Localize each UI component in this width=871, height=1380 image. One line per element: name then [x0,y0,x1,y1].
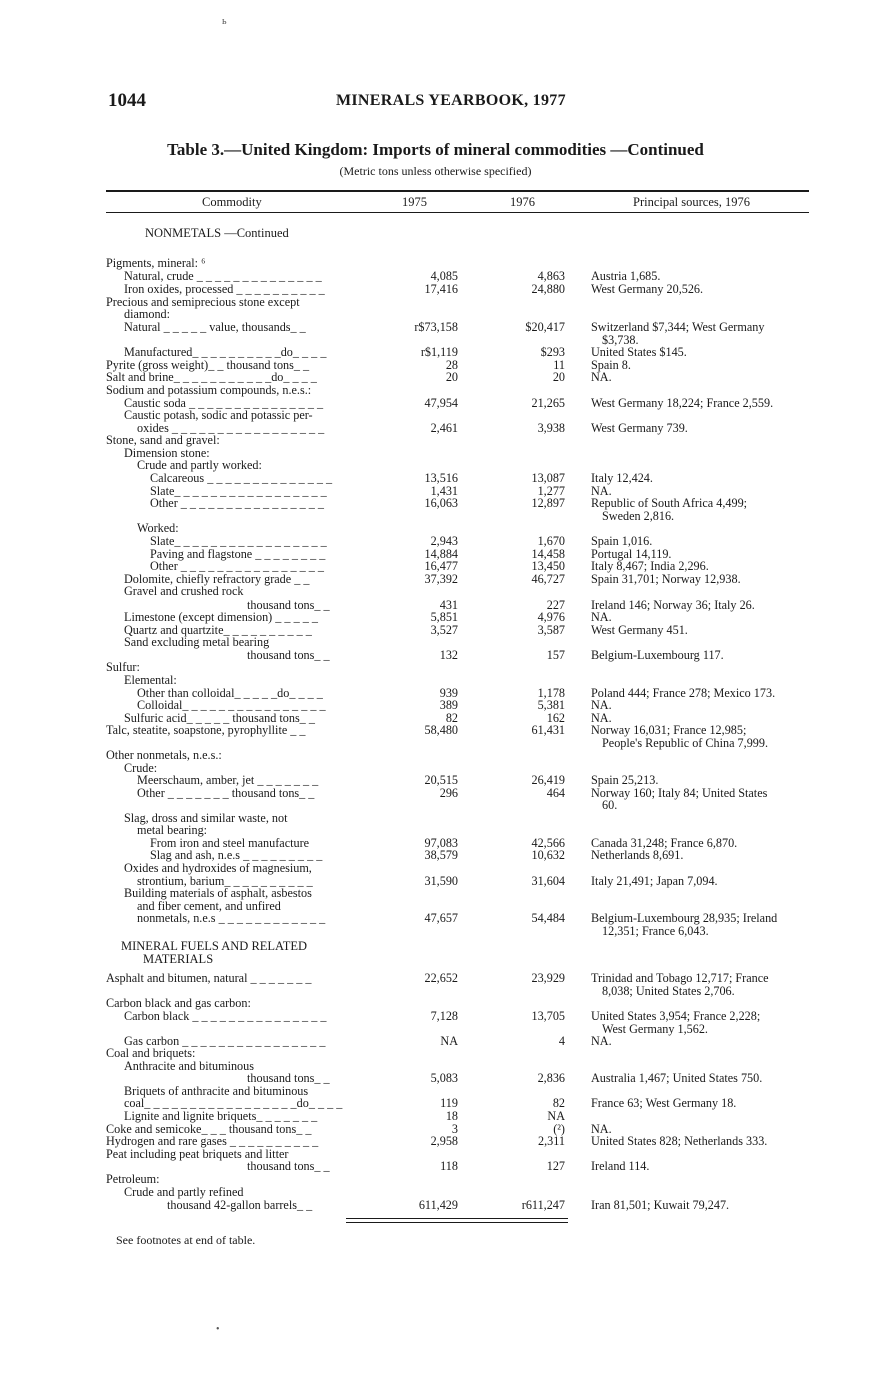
column-header-commodity: Commodity [202,195,262,209]
value-1975: 611,429 [418,1198,458,1212]
commodity-label: Pigments, mineral: ⁶ [106,256,206,270]
principal-sources: West Germany 1,562. [602,1022,708,1036]
principal-sources: Portugal 14,119. [591,547,672,561]
value-1975: r$1,119 [420,345,458,359]
principal-sources: Republic of South Africa 4,499; [591,496,748,510]
value-1975: 37,392 [424,572,458,586]
value-1976: 2,311 [538,1134,565,1148]
value-1976: 24,880 [531,282,565,296]
principal-sources: Iran 81,501; Kuwait 79,247. [591,1198,730,1212]
value-1976: 464 [546,786,565,800]
commodity-label: Pyrite (gross weight)_ _ thousand tons_ _ [106,358,310,372]
commodity-label: Dolomite, chiefly refractory grade _ _ [124,572,310,586]
commodity-label: Dimension stone: [124,446,210,460]
value-1975: 5,851 [430,610,458,624]
commodity-label: Meerschaum, amber, jet _ _ _ _ _ _ _ [137,773,319,787]
principal-sources: Belgium-Luxembourg 28,935; Ireland [591,911,778,925]
commodity-label: Other _ _ _ _ _ _ _ thousand tons_ _ [137,786,315,800]
value-1975: 20,515 [424,773,458,787]
value-1976: 42,566 [531,836,565,850]
commodity-label: Other than colloidal_ _ _ _ _do_ _ _ _ [137,686,323,700]
principal-sources: Poland 444; France 278; Mexico 173. [591,686,776,700]
commodity-label: Slate_ _ _ _ _ _ _ _ _ _ _ _ _ _ _ _ _ [150,484,327,498]
commodity-label: Talc, steatite, soapstone, pyrophyllite _ _ [106,723,306,737]
value-1976: 20 [552,370,565,384]
commodity-label: MATERIALS [143,952,214,966]
value-1976: 21,265 [531,396,565,410]
value-1975: 47,657 [424,911,458,925]
commodity-label: Natural, crude _ _ _ _ _ _ _ _ _ _ _ _ _ _ [124,269,322,283]
principal-sources: France 63; West Germany 18. [591,1096,737,1110]
commodity-label: coal_ _ _ _ _ _ _ _ _ _ _ _ _ _ _ _ _do_ _ _ _ [124,1096,343,1110]
commodity-label: diamond: [124,307,171,321]
table-footnote: See footnotes at end of table. [116,1233,256,1247]
principal-sources: NA. [591,711,612,725]
principal-sources: West Germany 20,526. [591,282,704,296]
commodity-label: Sodium and potassium compounds, n.e.s.: [106,383,312,397]
value-1976: 54,484 [531,911,565,925]
value-1975: 2,943 [430,534,458,548]
value-1976: 14,458 [531,547,565,561]
value-1976: 127 [546,1159,565,1173]
column-header-1975: 1975 [402,195,427,209]
value-1975: 5,083 [430,1071,458,1085]
value-1976: 12,897 [531,496,565,510]
commodity-label: Caustic soda _ _ _ _ _ _ _ _ _ _ _ _ _ _ _ [124,396,324,410]
commodity-label: Other _ _ _ _ _ _ _ _ _ _ _ _ _ _ _ _ [150,496,324,510]
principal-sources: Canada 31,248; France 6,870. [591,836,738,850]
commodity-label: Slate_ _ _ _ _ _ _ _ _ _ _ _ _ _ _ _ _ [150,534,327,548]
value-1976: 1,277 [537,484,565,498]
principal-sources: Spain 1,016. [591,534,653,548]
column-header-sources: Principal sources, 1976 [633,195,750,209]
principal-sources: Norway 16,031; France 12,985; [591,723,747,737]
value-1975: 2,461 [430,421,458,435]
table-row [0,1010,871,1023]
commodity-label: Gravel and crushed rock [124,584,244,598]
commodity-label: Briquets of anthracite and bituminous [124,1084,309,1098]
table-title: Table 3.—United Kingdom: Imports of mineral commodities —Continued [167,140,704,159]
commodity-label: Gas carbon _ _ _ _ _ _ _ _ _ _ _ _ _ _ _ _ [124,1034,326,1048]
commodity-label: Elemental: [124,673,177,687]
commodity-label: Sulfur: [106,660,140,674]
commodity-label: Crude and partly worked: [137,458,262,472]
value-1975: 14,884 [424,547,458,561]
value-1976: 82 [552,1096,565,1110]
principal-sources: Italy 12,424. [591,471,653,485]
principal-sources: Norway 160; Italy 84; United States [591,786,768,800]
scan-mark: ь [222,16,227,27]
commodity-label: Other _ _ _ _ _ _ _ _ _ _ _ _ _ _ _ _ [150,559,324,573]
value-1975: 28 [445,358,458,372]
commodity-label: NONMETALS —Continued [145,226,289,240]
value-1975: 38,579 [424,848,458,862]
value-1975: 3,527 [430,623,458,637]
commodity-label: Other nonmetals, n.e.s.: [106,748,222,762]
value-1976: 13,450 [531,559,565,573]
value-1976: 13,705 [531,1009,565,1023]
commodity-label: metal bearing: [137,823,208,837]
scan-mark: • [216,1324,220,1335]
principal-sources: Ireland 114. [591,1159,650,1173]
commodity-label: Worked: [137,521,179,535]
principal-sources: Ireland 146; Norway 36; Italy 26. [591,598,755,612]
principal-sources: Spain 25,213. [591,773,659,787]
value-1976: 1,178 [537,686,565,700]
value-1975: 3 [451,1122,458,1136]
table-row [0,1199,871,1212]
commodity-label: nonmetals, n.e.s _ _ _ _ _ _ _ _ _ _ _ _ [137,911,326,925]
value-1975: 31,590 [424,874,458,888]
principal-sources: NA. [591,1034,612,1048]
value-1975: 13,516 [424,471,458,485]
commodity-label: Coke and semicoke_ _ _ thousand tons_ _ [106,1122,312,1136]
commodity-label: Manufactured_ _ _ _ _ _ _ _ _ _do_ _ _ _ [124,345,327,359]
principal-sources: Australia 1,467; United States 750. [591,1071,763,1085]
value-1976: 162 [546,711,565,725]
commodity-label: Quartz and quartzite_ _ _ _ _ _ _ _ _ _ [124,623,312,637]
principal-sources: Austria 1,685. [591,269,661,283]
value-1975: NA [440,1034,458,1048]
value-1976: 31,604 [531,874,565,888]
value-1975: 58,480 [424,723,458,737]
table-row [0,321,871,334]
table-row [0,585,871,598]
commodity-label: Petroleum: [106,1172,160,1186]
commodity-label: Iron oxides, processed _ _ _ _ _ _ _ _ _ _ [124,282,325,296]
commodity-label: strontium, barium_ _ _ _ _ _ _ _ _ _ [137,874,313,888]
commodity-label: Calcareous _ _ _ _ _ _ _ _ _ _ _ _ _ _ [150,471,333,485]
value-1976: 4 [558,1034,565,1048]
commodity-label: MINERAL FUELS AND RELATED [121,939,307,953]
value-1976: 227 [546,598,565,612]
table-bottom-rule [346,1218,568,1219]
value-1976: 46,727 [531,572,565,586]
commodity-label: Stone, sand and gravel: [106,433,220,447]
value-1975: 7,128 [430,1009,458,1023]
principal-sources: 8,038; United States 2,706. [602,984,735,998]
commodity-label: Hydrogen and rare gases _ _ _ _ _ _ _ _ _ _ [106,1134,319,1148]
page-number: 1044 [108,90,146,111]
table-row [0,227,871,240]
value-1975: 16,477 [424,559,458,573]
value-1976: (²) [553,1122,565,1136]
value-1975: 97,083 [424,836,458,850]
value-1975: r$73,158 [414,320,458,334]
principal-sources: NA. [591,484,612,498]
value-1976: $293 [540,345,565,359]
value-1976: 157 [546,648,565,662]
commodity-label: Precious and semiprecious stone except [106,295,300,309]
commodity-label: thousand tons_ _ [247,1071,330,1085]
commodity-label: Carbon black _ _ _ _ _ _ _ _ _ _ _ _ _ _ _ [124,1009,327,1023]
commodity-label: Caustic potash, sodic and potassic per- [124,408,313,422]
table-row [0,636,871,649]
commodity-label: Coal and briquets: [106,1046,196,1060]
table-row [0,972,871,985]
table-row [0,912,871,925]
value-1976: 4,976 [537,610,565,624]
value-1975: 431 [439,598,458,612]
value-1976: 4,863 [537,269,565,283]
value-1975: 296 [439,786,458,800]
principal-sources: United States 828; Netherlands 333. [591,1134,768,1148]
commodity-label: Sulfuric acid_ _ _ _ _ thousand tons_ _ [124,711,315,725]
value-1976: 3,938 [537,421,565,435]
value-1975: 20 [445,370,458,384]
principal-sources: 12,351; France 6,043. [602,924,709,938]
value-1975: 18 [445,1109,458,1123]
principal-sources: People's Republic of China 7,999. [602,736,769,750]
value-1976: 61,431 [531,723,565,737]
value-1975: 1,431 [430,484,458,498]
table-row [0,887,871,900]
commodity-label: Asphalt and bitumen, natural _ _ _ _ _ _ _ [106,971,312,985]
principal-sources: NA. [591,610,612,624]
principal-sources: $3,738. [602,333,639,347]
table-row [0,497,871,510]
value-1976: 13,087 [531,471,565,485]
principal-sources: Trinidad and Tobago 12,717; France [591,971,769,985]
commodity-label: Lignite and lignite briquets_ _ _ _ _ _ _ [124,1109,318,1123]
commodity-label: thousand 42-gallon barrels_ _ [167,1198,313,1212]
commodity-label: Natural _ _ _ _ _ value, thousands_ _ [124,320,306,334]
principal-sources: Spain 8. [591,358,631,372]
commodity-label: From iron and steel manufacture [150,836,310,850]
principal-sources: NA. [591,1122,612,1136]
principal-sources: United States $145. [591,345,687,359]
value-1975: 17,416 [424,282,458,296]
commodity-label: Peat including peat briquets and litter [106,1147,289,1161]
commodity-label: Crude and partly refined [124,1185,244,1199]
value-1975: 119 [440,1096,458,1110]
value-1976: $20,417 [525,320,565,334]
value-1976: 23,929 [531,971,565,985]
principal-sources: West Germany 18,224; France 2,559. [591,396,774,410]
commodity-label: Carbon black and gas carbon: [106,996,251,1010]
value-1975: 22,652 [424,971,458,985]
column-header-1976: 1976 [510,195,535,209]
value-1976: NA [547,1109,565,1123]
value-1975: 2,958 [430,1134,458,1148]
value-1975: 47,954 [424,396,458,410]
value-1975: 389 [439,698,458,712]
table-subtitle: (Metric tons unless otherwise specified) [339,164,532,178]
commodity-label: Colloidal_ _ _ _ _ _ _ _ _ _ _ _ _ _ _ _ [137,698,326,712]
principal-sources: West Germany 739. [591,421,688,435]
commodity-label: and fiber cement, and unfired [137,899,281,913]
value-1975: 82 [445,711,458,725]
principal-sources: Italy 8,467; India 2,296. [591,559,709,573]
value-1975: 118 [440,1159,458,1173]
principal-sources: NA. [591,698,612,712]
principal-sources: West Germany 451. [591,623,688,637]
principal-sources: Spain 31,701; Norway 12,938. [591,572,741,586]
commodity-label: Limestone (except dimension) _ _ _ _ _ [124,610,318,624]
value-1976: 5,381 [537,698,565,712]
commodity-label: Paving and flagstone _ _ _ _ _ _ _ _ [150,547,326,561]
value-1976: 3,587 [537,623,565,637]
principal-sources: Italy 21,491; Japan 7,094. [591,874,718,888]
commodity-label: Crude: [124,761,158,775]
commodity-label: thousand tons_ _ [247,1159,330,1173]
table-bottom-rule-double [346,1222,568,1223]
table-row [0,953,871,966]
value-1976: 26,419 [531,773,565,787]
value-1976: r611,247 [521,1198,565,1212]
commodity-label: thousand tons_ _ [247,648,330,662]
principal-sources: United States 3,954; France 2,228; [591,1009,761,1023]
principal-sources: Switzerland $7,344; West Germany [591,320,765,334]
value-1976: 1,670 [537,534,565,548]
commodity-label: Oxides and hydroxides of magnesium, [124,861,312,875]
table-row [0,925,871,938]
commodity-label: Sand excluding metal bearing [124,635,270,649]
value-1975: 4,085 [430,269,458,283]
value-1976: 10,632 [531,848,565,862]
commodity-label: oxides _ _ _ _ _ _ _ _ _ _ _ _ _ _ _ _ _ [137,421,325,435]
principal-sources: NA. [591,370,612,384]
table-row [0,940,871,953]
value-1976: 11 [553,358,565,372]
principal-sources: 60. [602,798,618,812]
principal-sources: Belgium-Luxembourg 117. [591,648,724,662]
value-1975: 16,063 [424,496,458,510]
running-title: MINERALS YEARBOOK, 1977 [336,92,566,109]
value-1975: 939 [439,686,458,700]
principal-sources: Sweden 2,816. [602,509,675,523]
commodity-label: thousand tons_ _ [247,598,330,612]
value-1976: 2,836 [537,1071,565,1085]
commodity-label: Slag, dross and similar waste, not [124,811,288,825]
principal-sources: Netherlands 8,691. [591,848,684,862]
commodity-label: Building materials of asphalt, asbestos [124,886,312,900]
value-1975: 132 [439,648,458,662]
commodity-label: Salt and brine_ _ _ _ _ _ _ _ _ _ _do_ _ _ _ [106,370,317,384]
commodity-label: Anthracite and bituminous [124,1059,254,1073]
commodity-label: Slag and ash, n.e.s _ _ _ _ _ _ _ _ _ [150,848,323,862]
